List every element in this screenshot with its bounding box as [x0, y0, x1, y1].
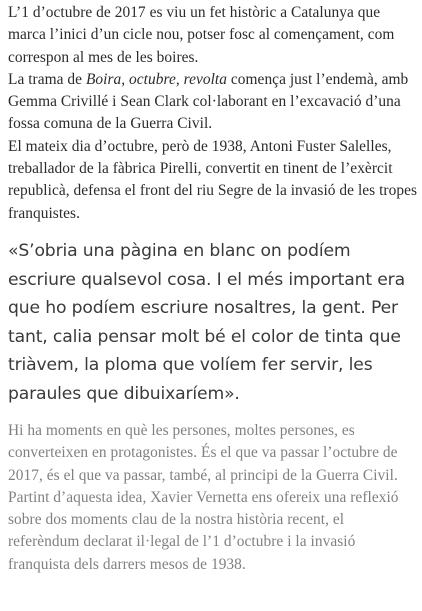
- outro-section: [8, 420, 418, 576]
- outro-paragraph-2: Partint d’aquesta idea, Xavier Vernetta ens ofereix una reflexió sobre dos moments clau de la nostra història recent, el referèndum declarat il·legal de l’1 d’octubre i la invasió franquista dels darrers mesos de 1938.: [8, 488, 399, 573]
- intro-paragraph-3: El mateix dia d’octubre, però de 1938, Antoni Fuster Salelles, treballador de la fàbrica Pirelli, convertit en tinent de l’exèrcit republicà, defensa el front del riu Segre de la invasió de les tropes franquistes.: [8, 137, 418, 222]
- intro-paragraph-1: L’1 d’octubre de 2017 es viu un fet històric a Catalunya que marca l’inici d’un cicle nou, potser fosc al començament, com correspon al mes de les boires.: [8, 4, 395, 66]
- intro-paragraph-2-rest: comença just l’endemà, amb Gemma Crivillé i Sean Clark col·laborant en l’excavació d’una fossa comuna de la Guerra Civil.: [8, 70, 409, 133]
- intro-paragraph-2: [8, 69, 418, 136]
- intro-paragraph-2-lead: La trama de: [8, 70, 86, 88]
- outro-paragraph-1: Hi ha moments en què les persones, moltes persones, es converteixen en protagonistes. És el que va passar l’octubre de 2017, és el que va passar, també, al principi de la Guerra Civil.: [8, 422, 398, 484]
- book-title: Boira, octubre, revolta: [85, 70, 228, 88]
- intro-section: [8, 2, 418, 225]
- pull-quote: «S’obria una pàgina en blanc on podíem escriure qualsevol cosa. I el més important era que ho podíem escriure nosaltres, la gent. Per tant, calia pensar molt bé el color de tinta que triàvem, la ploma que volíem fer servir, les paraules que dibuixaríem».: [8, 241, 405, 404]
